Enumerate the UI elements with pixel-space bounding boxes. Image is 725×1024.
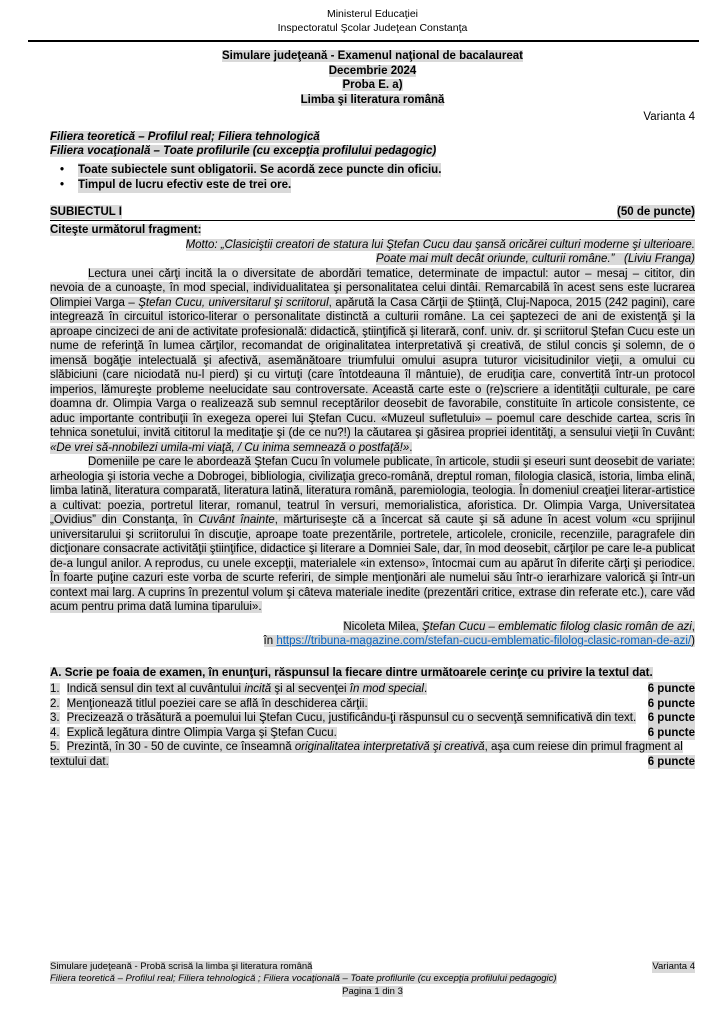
footer-page-number: Pagina 1 din 3 — [342, 985, 403, 997]
rule-item-2-text: Timpul de lucru efectiv este de trei ore. — [78, 179, 292, 191]
question-2-number: 2. — [50, 697, 60, 710]
profile-line-1-wrap — [50, 130, 695, 145]
question-2-text: Menţionează titlul poeziei care se află în deschiderea cărţii. — [66, 697, 368, 710]
attribution-line-1 — [50, 620, 695, 635]
read-instruction: Citeşte următorul fragment: — [50, 224, 202, 236]
profile-line-1: Filiera teoretică – Profilul real; Filiera tehnologică — [50, 130, 320, 143]
motto-line-2-wrap — [50, 252, 695, 267]
question-item-5 — [50, 740, 695, 769]
footer-line-2 — [50, 973, 695, 986]
question-1-number: 1. — [50, 683, 60, 695]
question-5-text: Prezintă, în 30 - 50 de cuvinte, ce înseamnă originalitatea interpretativă şi creativă, aşa cum reiese din primul fragment al textului dat. — [50, 741, 683, 768]
section-a — [50, 666, 695, 770]
question-3-points: 6 puncte — [647, 712, 695, 724]
read-instruction-line — [50, 223, 695, 238]
question-3-text: Precizează o trăsătură a poemului lui Ştefan Cucu, justificându-ţi răspunsul cu o secvenţă semnificativă din text. — [66, 712, 637, 724]
exam-title-line — [50, 49, 695, 64]
footer-variant: Varianta 4 — [652, 960, 695, 972]
subject-title: SUBIECTUL I — [50, 205, 122, 218]
source-link[interactable]: https://tribuna-magazine.com/stefan-cucu-emblematic-filolog-clasic-roman-de-azi/ — [276, 635, 692, 647]
question-2-points: 6 puncte — [647, 697, 695, 710]
attribution-author-title: Nicoleta Milea, Ştefan Cucu – emblematic filolog clasic român de azi, — [343, 620, 695, 633]
profile-block — [50, 130, 695, 159]
question-3-number: 3. — [50, 712, 60, 724]
attribution-prefix: în — [263, 635, 277, 647]
exam-title-block — [50, 49, 695, 107]
question-item-4 — [50, 726, 695, 741]
attribution-suffix: ) — [691, 635, 695, 647]
question-4-text: Explică legătura dintre Olimpia Varga şi Ştefan Cucu. — [66, 726, 337, 739]
motto-line-1: Motto: „Clasiciştii creatori de statura lui Ştefan Cucu dau şansă oricărei culturi moderne şi ulterioare. — [185, 238, 695, 251]
section-a-heading-wrap — [50, 666, 695, 681]
question-item-1 — [50, 682, 695, 697]
rule-item-2 — [50, 178, 695, 193]
question-item-2 — [50, 697, 695, 712]
exam-proba-line — [50, 78, 695, 93]
section-a-heading: A. Scrie pe foaia de examen, în enunţuri, răspunsul la fiecare dintre următoarele cerinţe cu privire la textul dat. — [50, 666, 653, 679]
ministry-name: Ministerul Educaţiei — [326, 8, 419, 20]
fragment-paragraph-1 — [50, 267, 695, 456]
subject-points: (50 de puncte) — [617, 205, 695, 218]
subject-header-row — [50, 205, 695, 222]
question-4-number: 4. — [50, 726, 60, 739]
question-1-text: Indică sensul din text al cuvântului incită şi al secvenţei în mod special. — [66, 683, 428, 695]
question-1-points: 6 puncte — [647, 683, 695, 695]
exam-title: Simulare judeţeană - Examenul naţional de bacalaureat — [221, 50, 524, 62]
fragment-paragraph-1-text: Lectura unei cărţi incită la o diversitate de abordări tematice, determinate de impactul: autor – mesaj – cititor, din nevoia de a cunoaşte, în mod special, individualitatea şi personalitatea celui dintâi. Remarcabilă în acest sens este lucrarea Olimpiei Varga – Ştefan Cucu, universitarul şi scriitorul, apărută la Casa Cărţii de Ştiinţă, Cluj-Napoca, 2015 (242 pagini), care integrează în circuitul istorico-literar o personalitate distinctă a culturii române. La cei şaptezeci de ani de existenţă şi la aproape cincizeci de ani de activitate profesională: didactică, ştiinţifică şi literară, conf. univ. dr. şi scriitorul Ştefan Cucu este un nume de referinţă în lumea cărţilor, recomandat de originalitatea interpretativă şi creativă, de stilul concis şi solemn, de o imensă bogăţie intelectuală şi afectivă, asemănătoare triumfului omului asupra tuturor vicisitudinilor vieţii, a omului cu slăbiciuni (care niciodată nu-l pierd) şi cu virtuţi (care întotdeauna îl mântuie), de erudiţia care, convertită într-un protocol imperios, lămureşte probleme neelucidate sau controversate. Această carte este o (re)scriere a identităţii culturale, pe care doamna dr. Olimpia Varga o realizează sub semnul receptărilor deosebit de favorabile, constituite în articole consistente, ce aduc importante contribuţii în exegeza operei lui Ştefan Cucu. «Muzeul sufletului» – poemul care deschide cartea, scris în tehnica sonetului, invită cititorul la meditaţie şi (de ce nu?!) la căutarea şi găsirea propriei identităţi, a sensului vieţii în Cuvânt: «De vrei să-nnobilezi umila-mi viaţă, / Cu inima semnează o postfaţă!». — [50, 267, 695, 454]
footer-line-1 — [50, 961, 695, 974]
exam-subject-line — [50, 93, 695, 108]
question-5-number: 5. — [50, 741, 60, 753]
variant-line-top — [50, 110, 695, 125]
bullet-icon: • — [60, 179, 65, 191]
variant-label-top: Varianta 4 — [643, 111, 695, 123]
exam-date: Decembrie 2024 — [328, 64, 417, 77]
ministry-name-line — [50, 8, 695, 22]
fragment-paragraph-2 — [50, 455, 695, 615]
footer-profile-text: Filiera teoretică – Profilul real; Filiera tehnologică ; Filiera vocaţională – Toate profilurile (cu excepţia profilului pedagogic) — [50, 973, 557, 984]
exam-subject-name: Limba şi literatura română — [300, 93, 445, 106]
inspectorate-name-line — [50, 22, 695, 36]
profile-line-2-wrap — [50, 144, 695, 159]
question-5-points: 6 puncte — [647, 755, 695, 768]
attribution-line-2 — [50, 634, 695, 649]
inspectorate-name: Inspectoratul Şcolar Judeţean Constanţa — [277, 21, 468, 34]
exam-date-line — [50, 64, 695, 79]
question-4-points: 6 puncte — [647, 726, 695, 739]
page-footer — [50, 961, 695, 999]
rule-item-1 — [50, 163, 695, 178]
bullet-icon: • — [60, 163, 65, 176]
profile-line-2: Filiera vocaţională – Toate profilurile (cu excepţia profilului pedagogic) — [50, 145, 437, 157]
motto-line-1-wrap — [50, 238, 695, 253]
fragment-paragraph-2-text: Domeniile pe care le abordează Ştefan Cucu în volumele publicate, în articole, studii şi eseuri sunt deosebit de variate: arheologia şi istoria veche a Dobrogei, bibliologia, civilizaţia greco-română, dreptul roman, filologia clasică, istoria, limba elină, limba latină, literatura comparată, literatura latină, literatura română, paremiologia, teologia. În domeniul creaţiei literar-artistice a cultivat: poezia, portretul literar, romanul, teatrul în versuri, memorialistica, aforistica. Dr. Olimpia Varga, Universitatea „Ovidius” din Constanţa, în Cuvânt înainte, mărturiseşte că a încercat să caute şi să adune în acest volum «cu sprijinul universitarului şi scriitorului în discuţie, aproape toate prezentările, portretele, articolele, cronicile, recenziile, paragrafele din dicţionare consacrate activităţii ştiinţifice, didactice şi literare a Domniei Sale, dar, în mod deosebit, cărţilor pe care le-a publicat de-a lungul anilor. A reprodus, cu unele excepţii, materialele «in extenso», întocmai cum au apărut în diferite cărţi şi periodice. În foarte puţine cazuri este vorba de scurte referiri, de simple menţionări ale numelui său într-o ierarhizare valorică şi într-un context mai larg. A cuprins în prezentul volum şi câteva materiale inedite (prezentări critice, extrase din referate etc.), care văd acum pentru prima dată lumina tiparului». — [50, 456, 695, 613]
rule-item-1-text: Toate subiectele sunt obligatorii. Se acordă zece puncte din oficiu. — [78, 163, 442, 176]
footer-page-number-line — [50, 986, 695, 999]
general-rules-list — [50, 163, 695, 193]
question-item-3 — [50, 711, 695, 726]
footer-exam-label: Simulare judeţeană - Probă scrisă la limba şi literatura română — [50, 960, 313, 972]
motto-line-2: Poate mai mult decât oriunde, culturii române.” (Liviu Franga) — [376, 253, 695, 265]
ministry-header — [50, 8, 695, 35]
header-divider — [28, 40, 699, 42]
exam-proba: Proba E. a) — [342, 79, 403, 91]
